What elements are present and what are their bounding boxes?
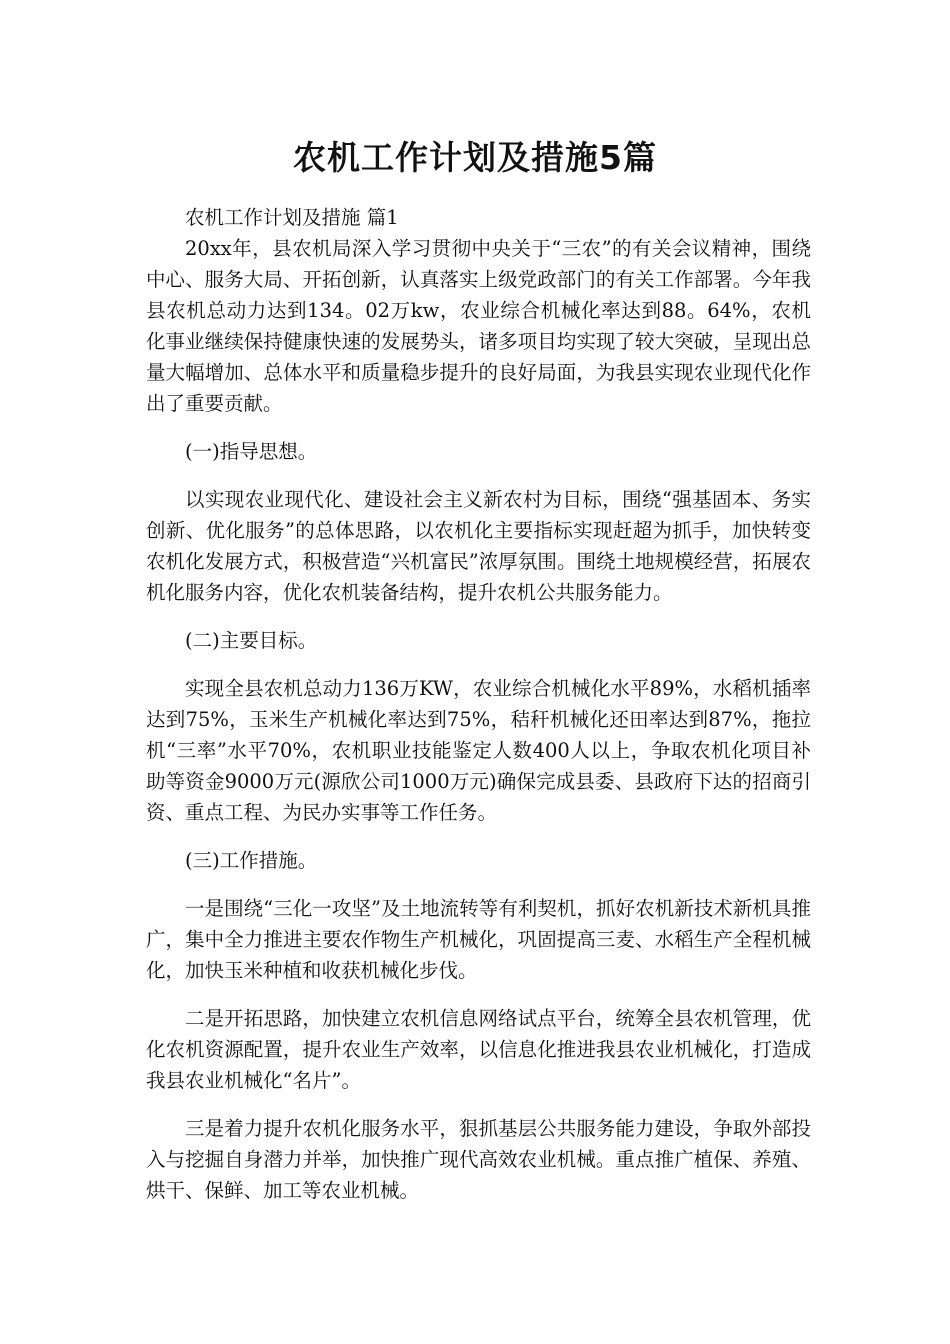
body-paragraph: 实现全县农机总动力136万KW，农业综合机械化水平89%，水稻机插率达到75%，玉米生产机械化率达到75%，秸秆机械化还田率达到87%，拖拉机“三率”水平70%，农机职业技能鉴定人数400人以上，争取农机化项目补助等资金9000万元(源欣公司1000万元)确保完成县委、县政府下达的招商引资、重点工程、为民办实事等工作任务。 bbox=[146, 677, 811, 824]
body-paragraph: 三是着力提升农机化服务水平，狠抓基层公共服务能力建设，争取外部投入与挖掘自身潜力并举，加快推广现代高效农业机械。重点推广植保、养殖、烘干、保鲜、加工等农业机械。 bbox=[146, 1117, 811, 1202]
section-heading: 农机工作计划及措施 篇1 bbox=[185, 206, 399, 229]
document-body bbox=[146, 202, 811, 1223]
subsection-heading: (二)主要目标。 bbox=[185, 629, 318, 652]
subsection-heading: (三)工作措施。 bbox=[185, 849, 318, 872]
body-paragraph: 以实现农业现代化、建设社会主义新农村为目标，围绕“强基固本、务实创新、优化服务”的总体思路，以农机化主要指标实现赶超为抓手，加快转变农机化发展方式，积极营造“兴机富民”浓厚氛围。围绕土地规模经营，拓展农机化服务内容，优化农机装备结构，提升农机公共服务能力。 bbox=[146, 488, 811, 604]
subsection-heading: (一)指导思想。 bbox=[185, 440, 318, 463]
document-title: 农机工作计划及措施5篇 bbox=[293, 138, 657, 177]
body-paragraph: 二是开拓思路，加快建立农机信息网络试点平台，统筹全县农机管理，优化农机资源配置，提升农业生产效率，以信息化推进我县农业机械化，打造成我县农业机械化“名片”。 bbox=[146, 1007, 811, 1092]
body-paragraph: 20xx年，县农机局深入学习贯彻中央关于“三农”的有关会议精神，围绕中心、服务大局、开拓创新，认真落实上级党政部门的有关工作部署。今年我县农机总动力达到134。02万kw，农业综合机械化率达到88。64%，农机化事业继续保持健康快速的发展势头，诸多项目均实现了较大突破，呈现出总量大幅增加、总体水平和质量稳步提升的良好局面，为我县实现农业现代化作出了重要贡献。 bbox=[146, 237, 811, 415]
body-paragraph: 一是围绕“三化一攻坚”及土地流转等有利契机，抓好农机新技术新机具推广，集中全力推进主要农作物生产机械化，巩固提高三麦、水稻生产全程机械化，加快玉米种植和收获机械化步伐。 bbox=[146, 897, 811, 982]
